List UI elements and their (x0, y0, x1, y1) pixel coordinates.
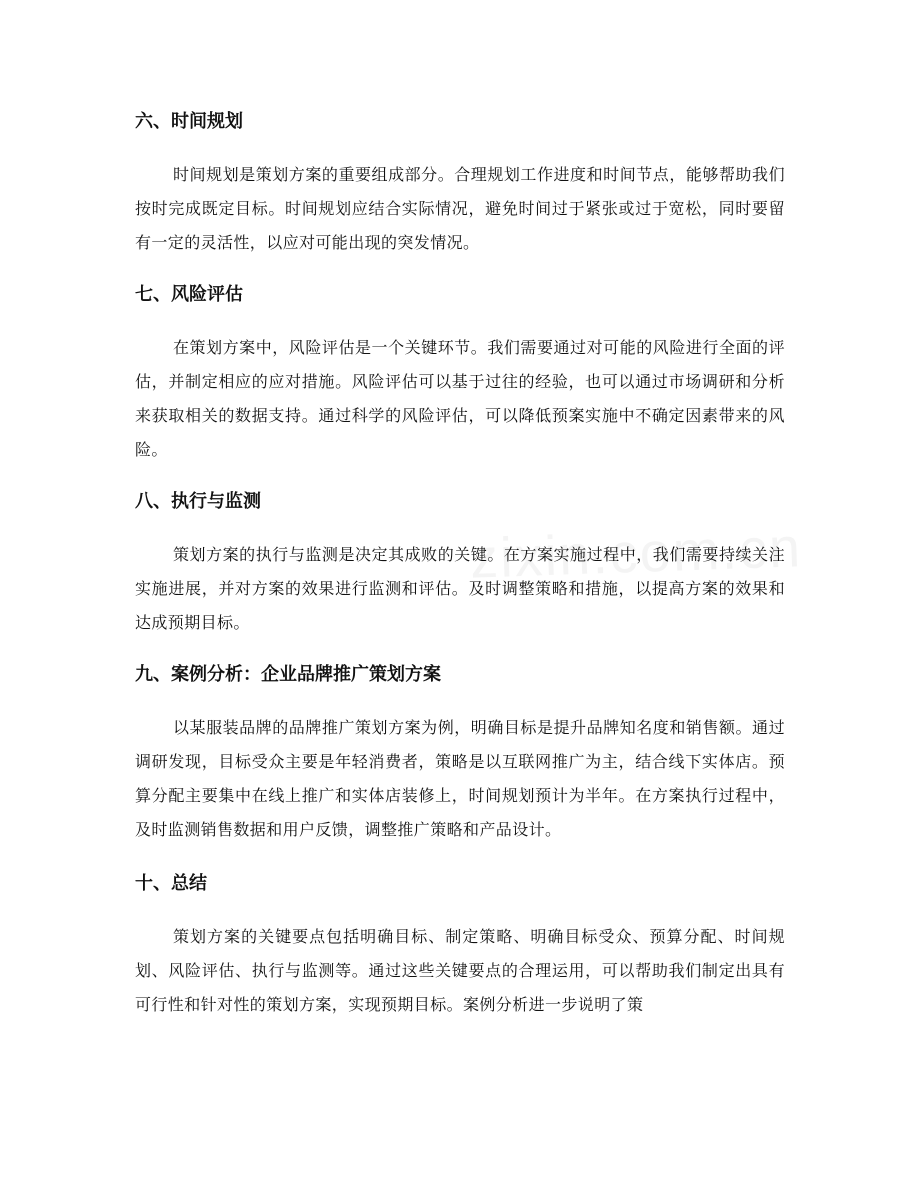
section-paragraph: 在策划方案中，风险评估是一个关键环节。我们需要通过对可能的风险进行全面的评估，并制定相应的应对措施。风险评估可以基于过往的经验，也可以通过市场调研和分析来获取相关的数据支持。通过科学的风险评估，可以降低预案实施中不确定因素带来的风险。 (135, 338, 785, 459)
section-paragraph: 时间规划是策划方案的重要组成部分。合理规划工作进度和时间节点，能够帮助我们按时完成既定目标。时间规划应结合实际情况，避免时间过于紧张或过于宽松，同时要留有一定的灵活性，以应对可能出现的突发情况。 (135, 165, 785, 252)
section-paragraph: 策划方案的执行与监测是决定其成败的关键。在方案实施过程中，我们需要持续关注实施进展，并对方案的效果进行监测和评估。及时调整策略和措施，以提高方案的效果和达成预期目标。 (135, 545, 785, 632)
section-heading: 七、风险评估 (135, 284, 243, 305)
section-summary (135, 872, 785, 1022)
section-heading: 九、案例分析：企业品牌推广策划方案 (135, 664, 441, 685)
section-heading: 十、总结 (135, 873, 207, 894)
section-paragraph: 策划方案的关键要点包括明确目标、制定策略、明确目标受众、预算分配、时间规划、风险评估、执行与监测等。通过这些关键要点的合理运用，可以帮助我们制定出具有可行性和针对性的策划方案，实现预期目标。案例分析进一步说明了策 (135, 927, 785, 1014)
section-time-planning (135, 110, 785, 260)
section-paragraph: 以某服装品牌的品牌推广策划方案为例，明确目标是提升品牌知名度和销售额。通过调研发现，目标受众主要是年轻消费者，策略是以互联网推广为主，结合线下实体店。预算分配主要集中在线上推广和实体店装修上，时间规划预计为半年。在方案执行过程中，及时监测销售数据和用户反馈，调整推广策略和产品设计。 (135, 718, 785, 839)
section-execution-monitoring (135, 490, 785, 640)
section-case-study (135, 663, 785, 847)
section-risk-assessment (135, 283, 785, 467)
section-heading: 六、时间规划 (135, 111, 243, 132)
section-heading: 八、执行与监测 (135, 491, 261, 512)
